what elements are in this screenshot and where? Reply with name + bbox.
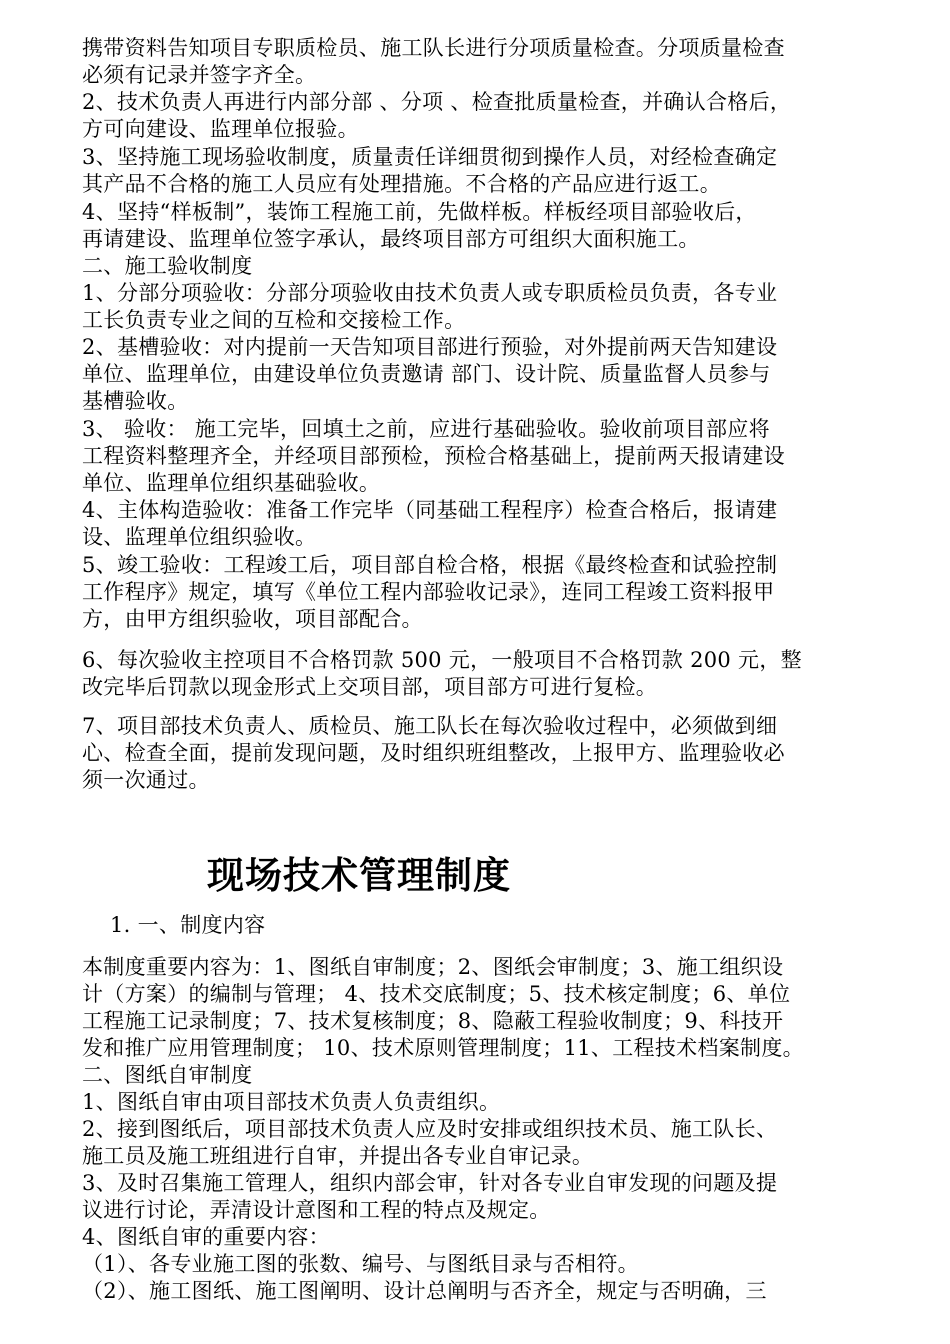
text-line: 方可向建设、监理单位报验。	[82, 117, 359, 141]
text-line: 4、主体构造验收：准备工作完毕（同基础工程程序）检查合格后，报请建	[82, 498, 778, 522]
text-line: 4、坚持“样板制”，装饰工程施工前，先做样板。样板经项目部验收后，	[82, 200, 757, 224]
text-line: 1、分部分项验收：分部分项验收由技术负责人或专职质检员负责，各专业	[82, 281, 778, 305]
text-line: 5、竣工验收：工程竣工后，项目部自检合格，根据《最终检查和试验控制	[82, 553, 778, 577]
text-line: 7、项目部技术负责人、质检员、施工队长在每次验收过程中，必须做到细	[82, 714, 778, 738]
text-line: 3、 验收： 施工完毕，回填土之前，应进行基础验收。验收前项目部应将	[82, 417, 770, 441]
page-title: 现场技术管理制度	[207, 854, 511, 897]
text-line: 6、每次验收主控项目不合格罚款 500 元，一般项目不合格罚款 200 元，整	[82, 648, 802, 672]
text-line: 必须有记录并签字齐全。	[82, 63, 317, 87]
text-line: 须一次通过。	[82, 768, 210, 792]
text-line: 再请建设、监理单位签字承认，最终项目部方可组织大面积施工。	[82, 227, 700, 251]
text-line: 3、坚持施工现场验收制度，质量责任详细贯彻到操作人员，对经检查确定	[82, 145, 778, 169]
text-line: 本制度重要内容为：1、图纸自审制度；2、图纸会审制度；3、施工组织设	[82, 955, 784, 979]
text-line: 工程施工记录制度；7、技术复核制度；8、隐蔽工程验收制度；9、科技开	[82, 1009, 784, 1033]
text-line: 4、图纸自审的重要内容：	[82, 1225, 330, 1249]
text-line: （2）、施工图纸、施工图阐明、设计总阐明与否齐全，规定与否明确，三	[82, 1279, 767, 1303]
subheading: 1. 一、制度内容	[110, 913, 266, 937]
text-line: 其产品不合格的施工人员应有处理措施。不合格的产品应进行返工。	[82, 172, 721, 196]
text-line: 2、技术负责人再进行内部分部 、分项 、检查批质量检查，并确认合格后，	[82, 90, 792, 114]
section-heading: 二、图纸自审制度	[82, 1063, 253, 1087]
text-line: 施工员及施工班组进行自审，并提出各专业自审记录。	[82, 1144, 594, 1168]
text-line: 发和推广应用管理制度； 10、技术原则管理制度；11、工程技术档案制度。	[82, 1036, 804, 1060]
text-line: 3、及时召集施工管理人，组织内部会审，针对各专业自审发现的问题及提	[82, 1171, 778, 1195]
text-line: 携带资料告知项目专职质检员、施工队长进行分项质量检查。分项质量检查	[82, 36, 785, 60]
text-line: 设、监理单位组织验收。	[82, 525, 317, 549]
text-line: 单位、监理单位组织基础验收。	[82, 471, 381, 495]
section-heading: 二、施工验收制度	[82, 254, 253, 278]
text-line: 工程资料整理齐全，并经项目部预检，预检合格基础上，提前两天报请建设	[82, 444, 785, 468]
text-line: 2、接到图纸后，项目部技术负责人应及时安排或组织技术员、施工队长、	[82, 1117, 778, 1141]
text-line: 工长负责专业之间的互检和交接检工作。	[82, 308, 466, 332]
text-line: 议进行讨论，弄清设计意图和工程的特点及规定。	[82, 1198, 551, 1222]
text-line: 计（方案）的编制与管理； 4、技术交底制度；5、技术核定制度；6、单位	[82, 982, 791, 1006]
text-line: 工作程序》规定，填写《单位工程内部验收记录》，连同工程竣工资料报甲	[82, 580, 775, 604]
text-line: 方，由甲方组织验收，项目部配合。	[82, 607, 423, 631]
text-line: 1、图纸自审由项目部技术负责人负责组织。	[82, 1090, 501, 1114]
text-line: 单位、监理单位，由建设单位负责邀请 部门、设计院、质量监督人员参与	[82, 362, 771, 386]
text-line: （1）、各专业施工图的张数、编号、与图纸目录与否相符。	[82, 1252, 639, 1276]
text-line: 改完毕后罚款以现金形式上交项目部，项目部方可进行复检。	[82, 675, 658, 699]
text-line: 2、基槽验收：对内提前一天告知项目部进行预验，对外提前两天告知建设	[82, 335, 778, 359]
text-line: 基槽验收。	[82, 389, 189, 413]
text-line: 心、检查全面，提前发现问题，及时组织班组整改，上报甲方、监理验收必	[82, 741, 785, 765]
